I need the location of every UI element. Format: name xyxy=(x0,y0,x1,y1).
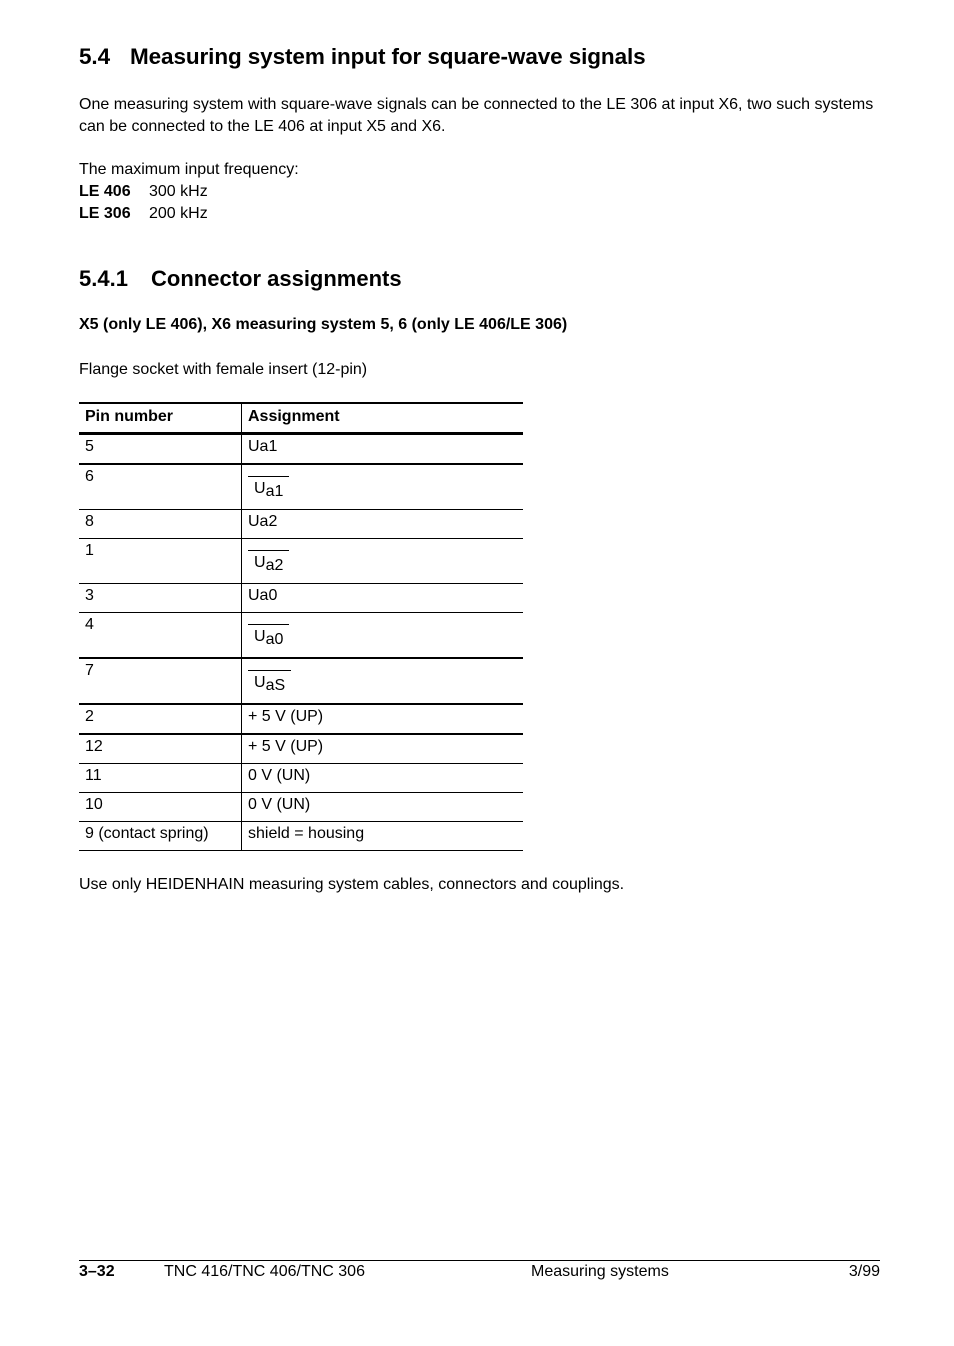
table-row xyxy=(79,822,523,851)
inverted-signal xyxy=(248,661,291,696)
table-row xyxy=(79,584,523,613)
frequency-label: LE 306 xyxy=(79,205,131,222)
signal-subscript: a2 xyxy=(265,557,284,574)
pin-cell: 4 xyxy=(79,613,242,659)
inverted-signal xyxy=(248,541,289,576)
frequency-value: 200 kHz xyxy=(149,205,208,222)
pin-cell: 7 xyxy=(79,658,242,704)
signal-base: U xyxy=(254,674,266,691)
inverted-signal xyxy=(248,615,289,650)
signal-base: U xyxy=(254,554,266,571)
table-row xyxy=(79,510,523,539)
table-row xyxy=(79,734,523,764)
pin-cell: 1 xyxy=(79,539,242,584)
assignment-cell: 0 V (UN) xyxy=(248,796,311,813)
usage-note: Use only HEIDENHAIN measuring system cables, connectors and couplings. xyxy=(79,876,625,893)
assignment-cell xyxy=(242,658,524,704)
signal-subscript: a1 xyxy=(265,483,284,500)
table-row xyxy=(79,658,523,704)
table-row xyxy=(79,613,523,659)
section-number: 5.4 xyxy=(79,44,110,69)
table-row xyxy=(79,464,523,510)
subsection-heading xyxy=(79,266,402,292)
table-row xyxy=(79,434,523,465)
signal-subscript: a0 xyxy=(265,631,284,648)
assignment-cell: Ua2 xyxy=(248,513,278,530)
signal-base: U xyxy=(254,480,266,497)
pin-cell: 3 xyxy=(79,584,242,613)
subsection-title: Connector assignments xyxy=(151,266,402,291)
table-row xyxy=(79,764,523,793)
frequency-item-le306 xyxy=(79,203,208,225)
frequency-label: LE 406 xyxy=(79,183,131,200)
assignment-cell: Ua0 xyxy=(248,587,278,604)
table-row xyxy=(79,704,523,734)
pin-cell: 12 xyxy=(79,734,242,764)
pin-cell: 5 xyxy=(79,434,242,465)
footer-divider xyxy=(79,1260,880,1261)
pin-cell: 9 (contact spring) xyxy=(79,822,242,851)
column-header-pin: Pin number xyxy=(79,403,242,434)
table-heading: X5 (only LE 406), X6 measuring system 5, 6 (only LE 406/LE 306) xyxy=(79,316,568,333)
footer-chapter: Measuring systems xyxy=(531,1263,669,1280)
pin-cell: 10 xyxy=(79,793,242,822)
footer-page-number: 3–32 xyxy=(79,1263,115,1280)
assignment-cell xyxy=(242,539,524,584)
frequency-item-le406 xyxy=(79,181,208,203)
assignment-cell xyxy=(242,613,524,659)
pin-cell: 2 xyxy=(79,704,242,734)
assignment-cell: + 5 V (UP) xyxy=(248,708,324,725)
table-header-row xyxy=(79,403,523,434)
column-header-assignment: Assignment xyxy=(248,408,340,425)
subsection-number: 5.4.1 xyxy=(79,266,128,291)
intro-paragraph: One measuring system with square-wave signals can be connected to the LE 306 at input X6, two such systems can be connected to the LE 406 at input X5 and X6. xyxy=(79,96,874,135)
pin-cell: 8 xyxy=(79,510,242,539)
frequency-heading: The maximum input frequency: xyxy=(79,161,299,178)
signal-subscript: aS xyxy=(265,677,286,694)
assignment-cell: + 5 V (UP) xyxy=(248,738,324,755)
table-row xyxy=(79,793,523,822)
section-title: Measuring system input for square-wave signals xyxy=(130,44,646,69)
assignment-cell: shield = housing xyxy=(248,825,365,842)
assignment-cell xyxy=(242,464,524,510)
footer-product: TNC 416/TNC 406/TNC 306 xyxy=(164,1263,365,1280)
pin-cell: 11 xyxy=(79,764,242,793)
assignment-cell: 0 V (UN) xyxy=(248,767,311,784)
assignment-cell: Ua1 xyxy=(248,438,278,455)
signal-base: U xyxy=(254,628,266,645)
pin-cell: 6 xyxy=(79,464,242,510)
socket-description: Flange socket with female insert (12-pin) xyxy=(79,361,368,378)
pin-assignment-table xyxy=(79,402,523,851)
inverted-signal xyxy=(248,467,289,502)
table-row xyxy=(79,539,523,584)
section-heading xyxy=(79,44,646,70)
frequency-value: 300 kHz xyxy=(149,183,208,200)
footer-date: 3/99 xyxy=(848,1263,880,1280)
